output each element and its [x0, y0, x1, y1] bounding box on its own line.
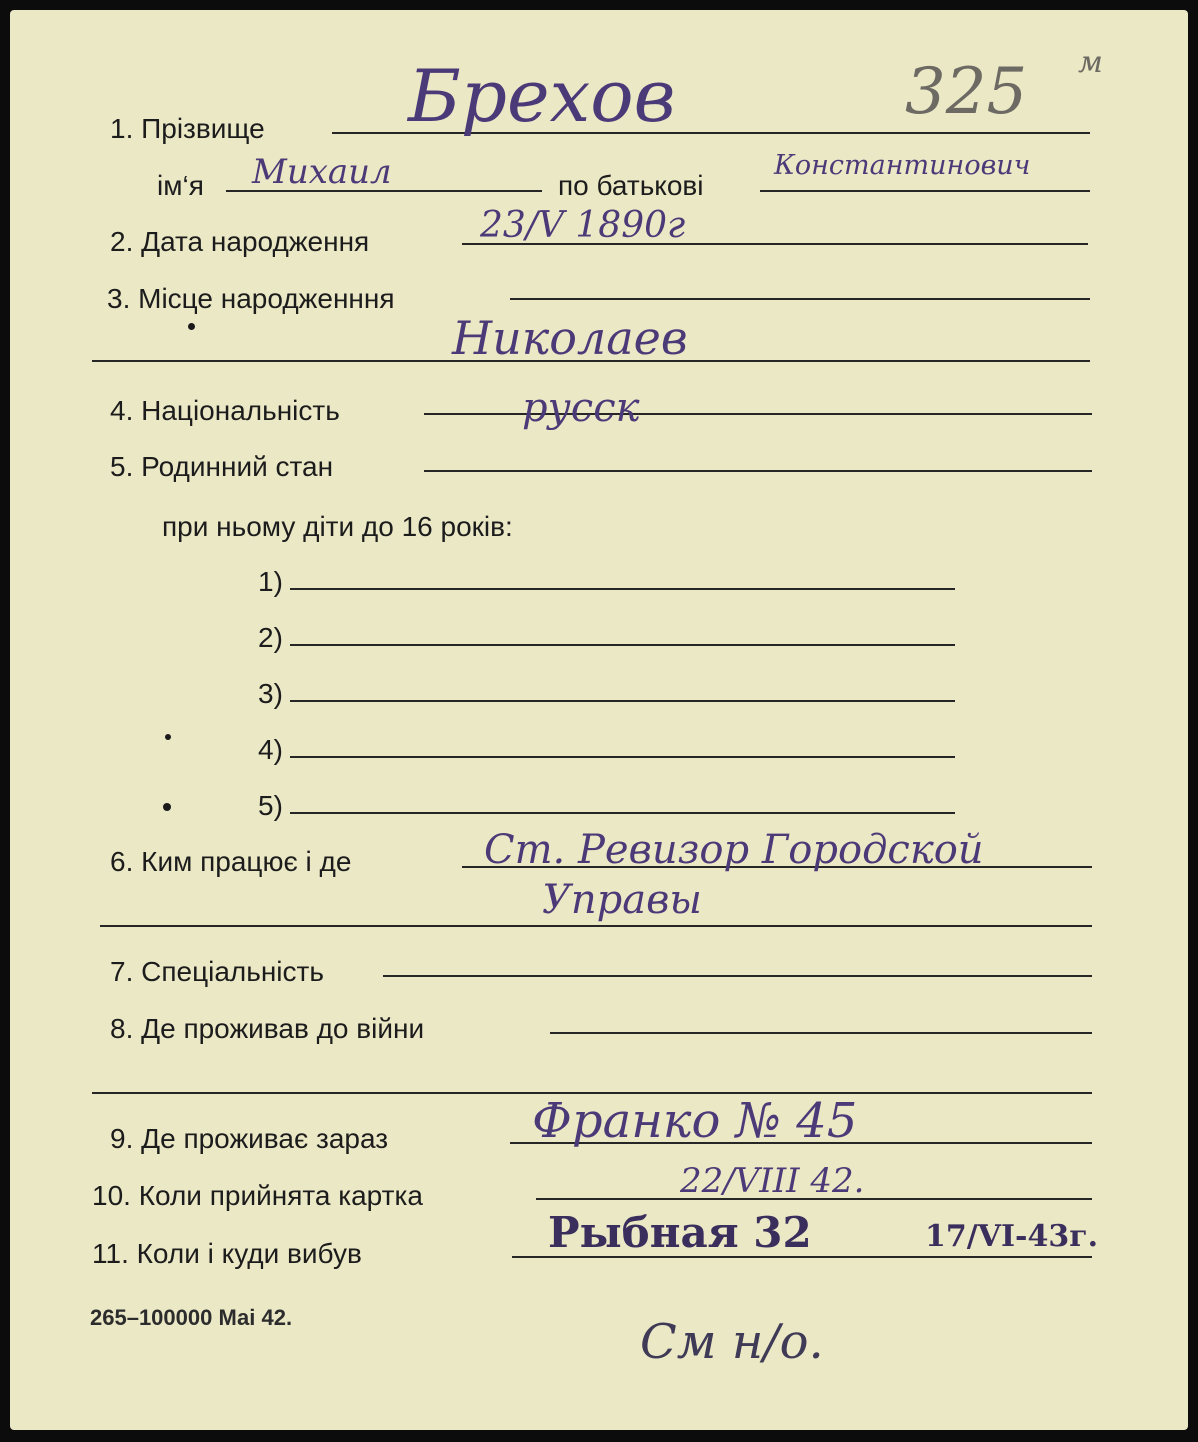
child-5-label: 5) [258, 790, 283, 821]
work-entry-line2: Управы [542, 877, 702, 923]
birth-place-label: 3. Місце народженння [107, 283, 395, 314]
child-1-line [290, 588, 955, 590]
name-label: ім‘я [157, 170, 204, 201]
prewar-line [550, 1032, 1092, 1034]
children-label: при ньому діти до 16 років: [162, 511, 513, 542]
birth-place-line [510, 298, 1090, 300]
ink-dot [165, 734, 171, 740]
prewar-label: 8. Де проживав до війни [110, 1013, 425, 1044]
specialty-label: 7. Спеціальність [110, 956, 324, 987]
patronymic-label: по батькові [558, 170, 704, 201]
child-2-label: 2) [258, 622, 283, 653]
child-3-line [290, 700, 955, 702]
pencil-mark: м [1078, 45, 1103, 80]
marital-label: 5. Родинний стан [110, 451, 334, 482]
ink-dot [188, 323, 195, 330]
nationality-entry: русск [522, 385, 640, 431]
specialty-line [383, 975, 1092, 977]
nationality-label: 4. Національність [110, 395, 340, 426]
departure-place-entry: Рыбная 32 [548, 1208, 812, 1257]
surname-label: 1. Прізвище [110, 113, 265, 144]
departure-label: 11. Коли і куди вибув [92, 1238, 362, 1269]
current-label: 9. Де проживає зараз [110, 1123, 389, 1154]
pencil-number: 325 [905, 55, 1028, 129]
departure-date-entry: 17/VI-43г. [925, 1219, 1099, 1254]
marital-line [424, 470, 1092, 472]
work-line-2 [100, 925, 1092, 927]
card-date-entry: 22/VIII 42. [680, 1161, 865, 1201]
patronymic-line [760, 190, 1090, 192]
birth-place-entry: Николаев [452, 311, 688, 365]
child-3-label: 3) [258, 678, 283, 709]
print-code: 265–100000 Маі 42. [90, 1305, 293, 1330]
card-date-label: 10. Коли прийнята картка [92, 1180, 423, 1211]
child-4-label: 4) [258, 734, 283, 765]
work-label: 6. Ким працює і де [110, 846, 352, 877]
patronymic-entry: Константинович [774, 150, 1031, 181]
child-5-line [290, 812, 955, 814]
note-entry: См н/о. [640, 1314, 824, 1370]
current-address-entry: Франко № 45 [532, 1093, 858, 1149]
work-entry-line1: Ст. Ревизор Городской [484, 827, 984, 873]
birth-date-entry: 23/V 1890г [480, 205, 686, 246]
child-2-line [290, 644, 955, 646]
child-4-line [290, 756, 955, 758]
birth-date-label: 2. Дата народження [110, 226, 370, 257]
name-entry: Михаил [252, 152, 392, 192]
child-1-label: 1) [258, 566, 283, 597]
surname-entry: Брехов [408, 54, 676, 138]
ink-dot [163, 803, 171, 811]
